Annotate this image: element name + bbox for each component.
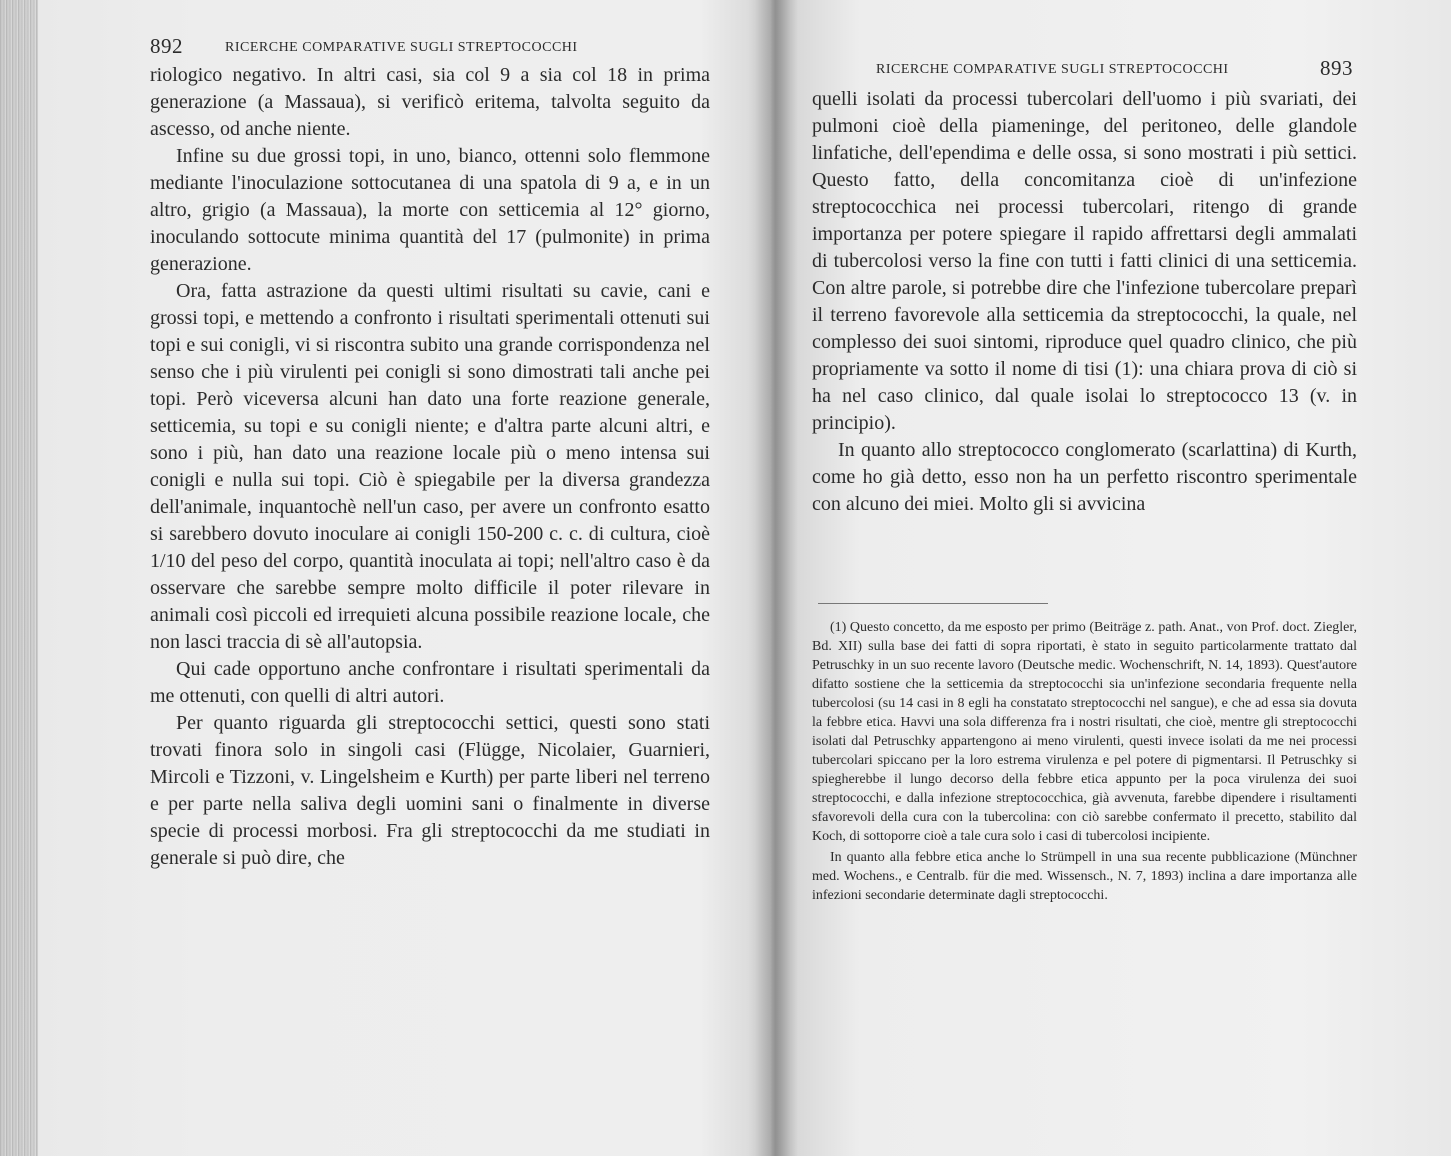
left-body-text [150,62,710,872]
right-page-number: 893 [1320,56,1353,80]
left-running-head [150,34,710,59]
paragraph: Ora, fatta astrazione da questi ultimi risultati su cavie, cani e grossi topi, e mettendo a confronto i risultati sperimentali ottenuti sui topi e sui conigli, vi si riscontra subito una grande corrispondenza nel senso che i più virulenti pei conigli si sono dimostrati tali anche pei topi. Però viceversa alcuni han dato una forte reazione generale, setticemia, su topi e su conigli niente; e d'altra parte alcuni altri, e sono i più, han dato una reazione locale più o meno intensa sui conigli e nulla sui topi. Ciò è spiegabile per la diversa grandezza dell'animale, inquantochè nell'un caso, per avere un confronto esatto si sarebbero dovuto inoculare ai conigli 150-200 c. c. di cultura, cioè 1/10 del peso del corpo, quantità inoculata ai topi; nell'altro caso è da osservare che sarebbe sempre molto difficile il poter rilevare in animali così piccoli ed irrequieti alcuna possibile reazione locale, che non lasci traccia di sè all'autopsia. [150,280,710,653]
book-gutter [748,0,798,1156]
right-running-title: RICERCHE COMPARATIVE SUGLI STREPTOCOCCHI [876,62,1229,77]
right-body-text [812,86,1357,518]
paragraph: Infine su due grossi topi, in uno, bianco, ottenni solo flemmone mediante l'inoculazione sottocutanea di una spatola di 9 a, e in un altro, grigio (a Massaua), la morte con setticemia al 12° giorno, inoculando sottocute minima quantità del 17 (pulmonite) in prima generazione. [150,145,710,275]
left-running-title: RICERCHE COMPARATIVE SUGLI STREPTOCOCCHI [225,40,578,55]
left-page-number: 892 [150,34,183,58]
footnote: (1) Questo concetto, da me esposto per primo (Beiträge z. path. Anat., von Prof. doct. Ziegler, Bd. XII) sulla base dei fatti di sopra riportati, è stato in seguito particolarmente trattato dal Petruschky in un suo recente lavoro (Deutsche medic. Wochenschrift, N. 14, 1893). Quest'autore difatto sostiene che la setticemia da streptococchi sia un'infezione secondaria frequente nella tubercolosi (su 14 casi in 8 egli ha constatato streptococchi nel sangue), e che ad essa sia dovuta la febbre etica. Havvi una sola differenza fra i nostri risultati, che cioè, mentre gli streptococchi isolati dal Petruschky appartengono ai meno virulenti, questi invece isolati da me nei processi tubercolari spiccano per la loro estrema virulenza e pel potere di pigmentarsi. Il Petruschky si spiegherebbe il lungo decorso della febbre etica appunto per la poca virulenza dei suoi streptococchi, e dalla infezione streptococchica, già avvenuta, farebbe dipendere i risultamenti sfavorevoli della cura con la tubercolina: con ciò sarebbe confermato il precetto, stabilito dal Koch, di sottoporre cioè a tale cura solo i casi di tubercolosi incipiente. [812,620,1357,844]
footnotes [812,618,1357,907]
paragraph: quelli isolati da processi tubercolari dell'uomo i più svariati, dei pulmoni cioè della piameninge, del peritoneo, delle glandole linfatiche, dell'ependima e delle ossa, si sono mostrati i più settici. Questo fatto, della concomitanza cioè di un'infezione streptococchica nei processi tubercolari, ritengo di grande importanza per potere spiegare il rapido affrettarsi degli ammalati di tubercolosi verso la fine con tutti i fatti clinici di una setticemia. Con altre parole, si potrebbe dire che l'infezione tubercolare preparì il terreno favorevole alla setticemia da streptococchi, la quale, nel complesso dei suoi sintomi, riproduce quel quadro clinico, che più propriamente va sotto il nome di tisi (1): una chiara prova di ciò si ha nel caso clinico, dal quale isolai lo streptococco 13 (v. in principio). [812,88,1357,434]
footnote-rule [818,603,1048,604]
paragraph: In quanto allo streptococco conglomerato (scarlattina) di Kurth, come ho già detto, esso non ha un perfetto riscontro sperimentale con alcuno dei miei. Molto gli si avvicina [812,439,1357,515]
paragraph: Qui cade opportuno anche confrontare i risultati sperimentali da me ottenuti, con quelli di altri autori. [150,658,710,707]
paragraph: Per quanto riguarda gli streptococchi settici, questi sono stati trovati finora solo in singoli casi (Flügge, Nicolaier, Guarnieri, Mircoli e Tizzoni, v. Lingelsheim e Kurth) per parte liberi nel terreno e per parte nella saliva degli uomini sani o finalmente in diverse specie di processi morbosi. Fra gli streptococchi da me studiati in generale si può dire, che [150,712,710,869]
page-edge-stack [0,0,38,1156]
paragraph: riologico negativo. In altri casi, sia col 9 a sia col 18 in prima generazione (a Massaua), si verificò eritema, talvolta seguito da ascesso, od anche niente. [150,64,710,140]
footnote: In quanto alla febbre etica anche lo Strümpell in una sua recente pubblicazione (Münchner med. Wochens., e Centralb. für die med. Wissensch., N. 7, 1893) inclina a dare importanza alle infezioni secondarie determinate dagli streptococchi. [812,850,1357,903]
